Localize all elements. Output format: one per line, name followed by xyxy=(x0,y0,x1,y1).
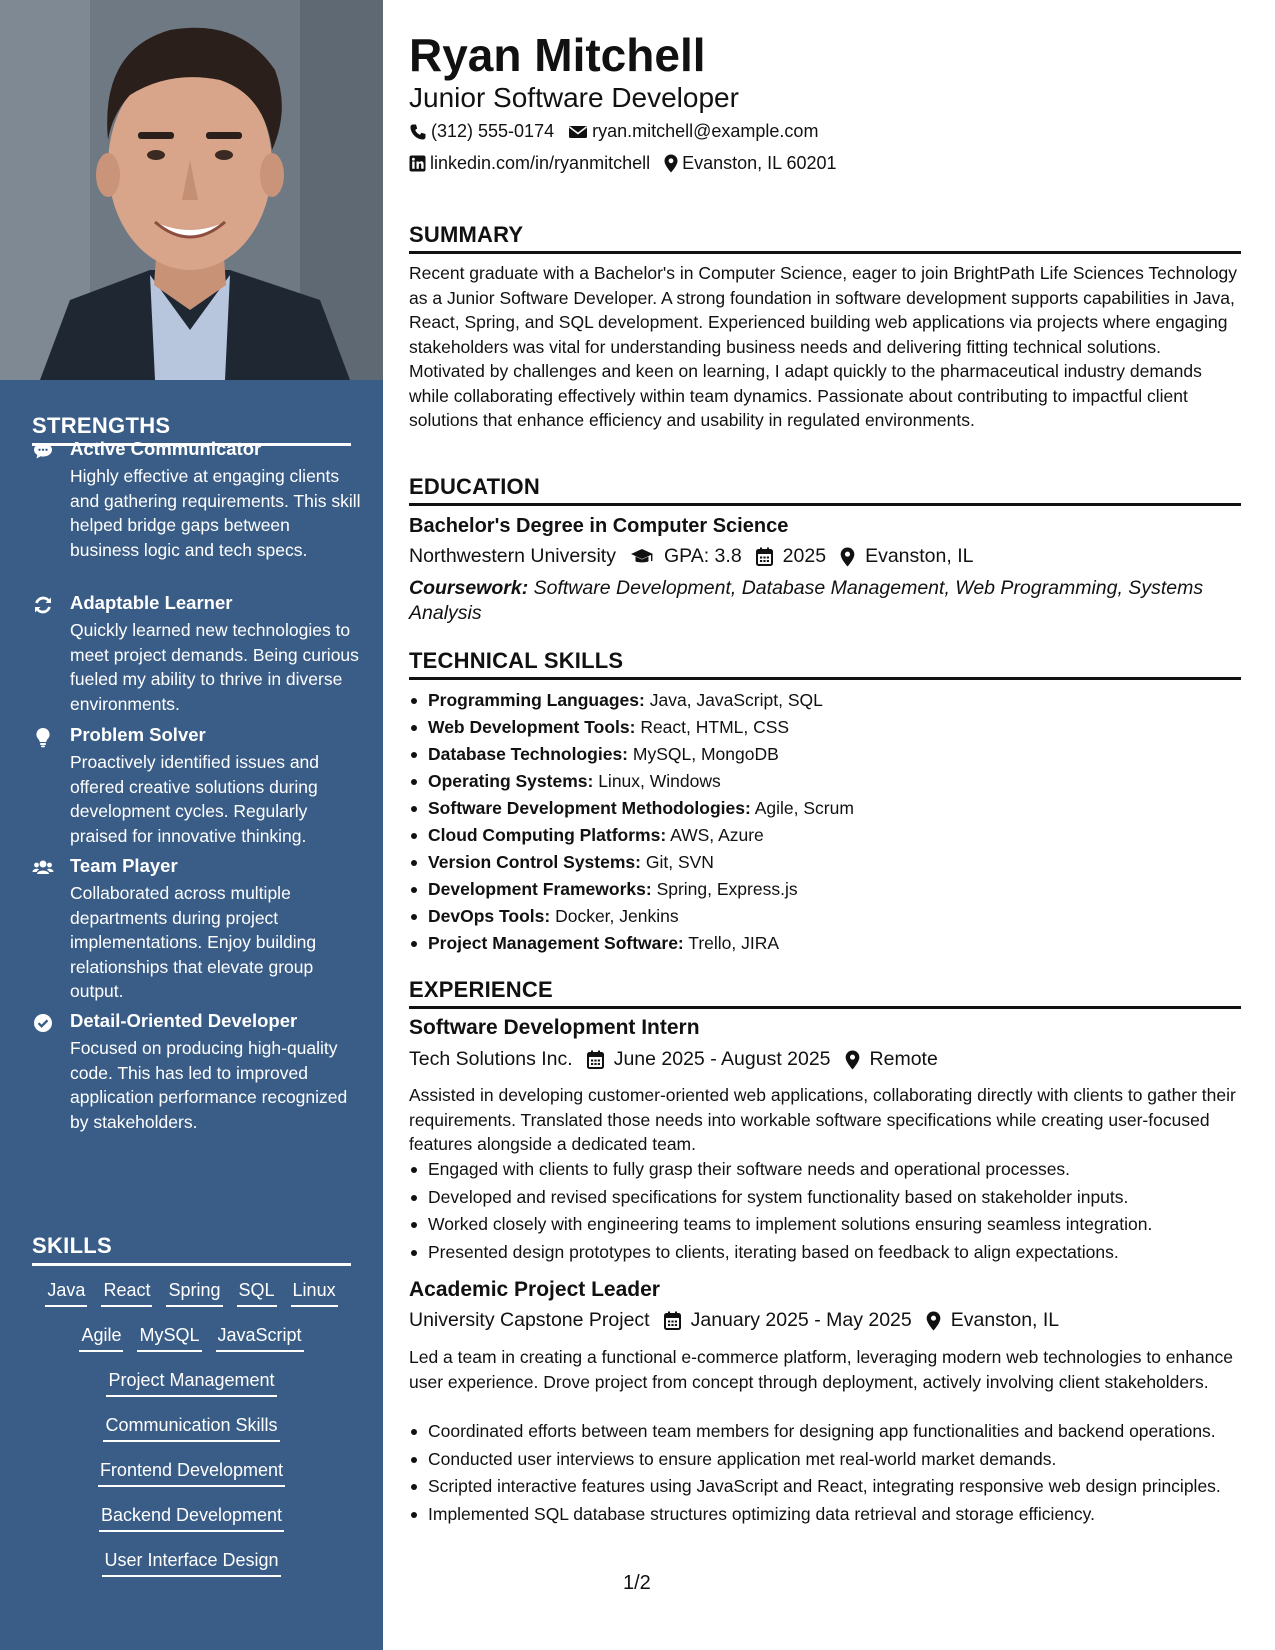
list-item: Conducted user interviews to ensure application met real-world market demands. xyxy=(409,1447,1241,1472)
map-pin-icon xyxy=(926,1311,941,1331)
contact-phone[interactable] xyxy=(409,121,554,142)
strength-description: Quickly learned new technologies to meet project demands. Being curious fueled my ability to thrive in diverse environments. xyxy=(70,620,359,714)
map-pin-icon xyxy=(840,547,855,567)
chat-bubble-icon xyxy=(32,440,54,462)
strengths-heading: STRENGTHS xyxy=(32,413,351,446)
contact-row xyxy=(409,121,832,142)
skill-tag: Agile xyxy=(79,1325,123,1352)
coursework-text: Software Development, Database Management, Web Programming, Systems Analysis xyxy=(409,577,1204,624)
summary-heading: SUMMARY xyxy=(409,222,1241,254)
strength-title: Problem Solver xyxy=(70,724,206,745)
education-heading: EDUCATION xyxy=(409,474,1241,506)
skill-category: Cloud Computing Platforms: xyxy=(428,825,667,845)
skill-category: Project Management Software: xyxy=(428,933,684,953)
linkedin-text: linkedin.com/in/ryanmitchell xyxy=(430,153,651,173)
technical-skills-list xyxy=(409,688,1241,958)
linkedin-icon xyxy=(409,155,426,172)
coursework xyxy=(409,576,1241,626)
year-item xyxy=(756,545,826,568)
list-item xyxy=(409,931,1241,958)
job-org: Tech Solutions Inc. xyxy=(409,1048,573,1070)
sidebar xyxy=(0,0,383,1650)
list-item xyxy=(409,715,1241,742)
skill-tag: JavaScript xyxy=(216,1325,304,1352)
gpa-text: GPA: 3.8 xyxy=(663,545,742,567)
job-description: Led a team in creating a functional e-commerce platform, leveraging modern web technologies to enhance user experience. Drove project from concept through deployment, actively involving client stakeholders. xyxy=(409,1347,1233,1392)
list-item xyxy=(409,877,1241,904)
school-name: Northwestern University xyxy=(409,545,616,567)
refresh-icon xyxy=(32,594,54,616)
list-item xyxy=(409,742,1241,769)
list-item xyxy=(409,823,1241,850)
job-org: University Capstone Project xyxy=(409,1309,650,1331)
location-text: Evanston, IL 60201 xyxy=(682,153,837,173)
contact-email[interactable] xyxy=(568,121,818,142)
skill-values: React, HTML, CSS xyxy=(640,717,790,737)
email-text: ryan.mitchell@example.com xyxy=(592,121,819,141)
skill-category: Development Frameworks: xyxy=(428,879,652,899)
job-dates: June 2025 - August 2025 xyxy=(613,1048,831,1070)
profile-photo xyxy=(0,0,383,380)
contact-row xyxy=(409,153,851,174)
experience-heading: EXPERIENCE xyxy=(409,977,1241,1009)
list-item: Implemented SQL database structures optimizing data retrieval and storage efficiency. xyxy=(409,1502,1241,1527)
skill-tag: MySQL xyxy=(137,1325,201,1352)
envelope-icon xyxy=(568,124,588,140)
coursework-label: Coursework: xyxy=(409,577,529,599)
job-bullets xyxy=(409,1157,1241,1267)
skills-tag-row xyxy=(32,1505,351,1550)
list-item xyxy=(409,769,1241,796)
list-item: Coordinated efforts between team members for designing app functionalities and backend operations. xyxy=(409,1419,1241,1444)
calendar-icon xyxy=(756,547,773,566)
job-location: Remote xyxy=(869,1048,938,1070)
strength-title: Adaptable Learner xyxy=(70,592,233,613)
phone-icon xyxy=(409,123,427,141)
skill-values: MySQL, MongoDB xyxy=(632,744,779,764)
skill-category: DevOps Tools: xyxy=(428,906,551,926)
skill-category: Operating Systems: xyxy=(428,771,594,791)
skills-tag-row xyxy=(32,1280,351,1325)
skill-tag: SQL xyxy=(237,1280,277,1307)
phone-text: (312) 555-0174 xyxy=(431,121,555,141)
list-item xyxy=(409,688,1241,715)
graduation-cap-icon xyxy=(630,548,654,566)
job-location-item xyxy=(845,1048,938,1071)
job-location: Evanston, IL xyxy=(950,1309,1060,1331)
skill-tag: Java xyxy=(45,1280,87,1307)
skill-values: Git, SVN xyxy=(645,852,714,872)
skill-tag: Spring xyxy=(166,1280,222,1307)
job-location-item xyxy=(926,1309,1059,1332)
skill-category: Database Technologies: xyxy=(428,744,629,764)
skills-tag-list xyxy=(32,1280,351,1595)
skill-values: Agile, Scrum xyxy=(754,798,854,818)
skill-values: Spring, Express.js xyxy=(656,879,798,899)
skills-tag-row xyxy=(32,1370,351,1415)
strength-description: Proactively identified issues and offered creative solutions during development cycles. Regularly praised for innovative thinking. xyxy=(70,752,320,846)
job-description: Assisted in developing customer-oriented web applications, collaborating directly with clients to gather their requirements. Translated those needs into workable software specifications while creating user-focused features alongside a dedicated team. xyxy=(409,1085,1236,1154)
skill-tag: React xyxy=(101,1280,152,1307)
skill-tag: Project Management xyxy=(106,1370,276,1397)
list-item: Worked closely with engineering teams to implement solutions ensuring seamless integration. xyxy=(409,1212,1241,1237)
users-icon xyxy=(32,857,54,879)
gpa-item xyxy=(630,545,742,568)
skills-tag-row xyxy=(32,1460,351,1505)
skill-category: Programming Languages: xyxy=(428,690,645,710)
year-text: 2025 xyxy=(782,545,827,567)
skill-tag: User Interface Design xyxy=(102,1550,280,1577)
map-pin-icon xyxy=(845,1050,860,1070)
strength-description: Highly effective at engaging clients and gathering requirements. This skill helped bridge gaps between business logic and tech specs. xyxy=(70,466,361,560)
skill-category: Web Development Tools: xyxy=(428,717,636,737)
skills-heading: SKILLS xyxy=(32,1233,351,1266)
job-dates-item xyxy=(587,1048,831,1071)
map-pin-icon xyxy=(664,154,678,173)
list-item: Scripted interactive features using JavaScript and React, integrating responsive web design principles. xyxy=(409,1474,1241,1499)
page-number: 1/2 xyxy=(623,1572,651,1594)
skill-tag: Linux xyxy=(291,1280,338,1307)
contact-location xyxy=(664,153,836,174)
strength-title: Team Player xyxy=(70,855,178,876)
list-item xyxy=(409,904,1241,931)
skill-category: Software Development Methodologies: xyxy=(428,798,751,818)
skill-values: AWS, Azure xyxy=(670,825,764,845)
job-bullets xyxy=(409,1419,1241,1529)
job-meta xyxy=(409,1048,952,1071)
job-title-headline: Junior Software Developer xyxy=(409,82,739,113)
lightbulb-icon xyxy=(32,726,54,748)
skill-category: Version Control Systems: xyxy=(428,852,641,872)
summary-text: Recent graduate with a Bachelor's in Computer Science, eager to join BrightPath Life Sciences Technology as a Junior Software Developer. A strong foundation in software development supports capabilities in Java, React, Spring, and SQL development. Experienced building web applications via projects where engaging stakeholders was vital for understanding business needs and delivering fitting technical solutions. Motivated by challenges and keen on learning, I adapt quickly to the pharmaceutical industry demands while collaborating effectively within team dynamics. Passionate about contributing to impactful client solutions that enhance efficiency and usability in regulated environments. xyxy=(409,263,1237,430)
list-item: Presented design prototypes to clients, iterating based on feedback to align expectations. xyxy=(409,1240,1241,1265)
skills-tag-row xyxy=(32,1415,351,1460)
check-circle-icon xyxy=(32,1012,54,1034)
edu-location-item xyxy=(840,545,973,568)
degree-title: Bachelor's Degree in Computer Science xyxy=(409,515,789,537)
strength-description: Collaborated across multiple departments during project implementations. Enjoy building relationships that elevate group output. xyxy=(70,883,317,1001)
edu-location-text: Evanston, IL xyxy=(865,545,974,567)
list-item xyxy=(409,850,1241,877)
job-title: Software Development Intern xyxy=(409,1016,700,1039)
strength-title: Active Communicator xyxy=(70,438,262,459)
skill-tag: Frontend Development xyxy=(98,1460,285,1487)
skills-tag-row xyxy=(32,1550,351,1595)
skills-tag-row xyxy=(32,1325,351,1370)
skill-values: Linux, Windows xyxy=(598,771,721,791)
contact-linkedin[interactable] xyxy=(409,153,650,174)
calendar-icon xyxy=(664,1311,681,1330)
skill-values: Trello, JIRA xyxy=(688,933,780,953)
job-title: Academic Project Leader xyxy=(409,1278,660,1301)
list-item: Engaged with clients to fully grasp their software needs and operational processes. xyxy=(409,1157,1241,1182)
list-item: Developed and revised specifications for system functionality based on stakeholder inputs. xyxy=(409,1185,1241,1210)
job-dates: January 2025 - May 2025 xyxy=(690,1309,912,1331)
calendar-icon xyxy=(587,1050,604,1069)
strength-description: Focused on producing high-quality code. This has led to improved application performance recognized by stakeholders. xyxy=(70,1038,348,1132)
education-meta xyxy=(409,545,987,568)
strength-title: Detail-Oriented Developer xyxy=(70,1010,298,1031)
skill-tag: Backend Development xyxy=(99,1505,284,1532)
person-name: Ryan Mitchell xyxy=(409,29,706,81)
job-dates-item xyxy=(664,1309,912,1332)
skill-values: Docker, Jenkins xyxy=(555,906,679,926)
skill-tag: Communication Skills xyxy=(103,1415,279,1442)
technical-skills-heading: TECHNICAL SKILLS xyxy=(409,648,1241,680)
skill-values: Java, JavaScript, SQL xyxy=(649,690,823,710)
job-meta xyxy=(409,1309,1073,1332)
list-item xyxy=(409,796,1241,823)
